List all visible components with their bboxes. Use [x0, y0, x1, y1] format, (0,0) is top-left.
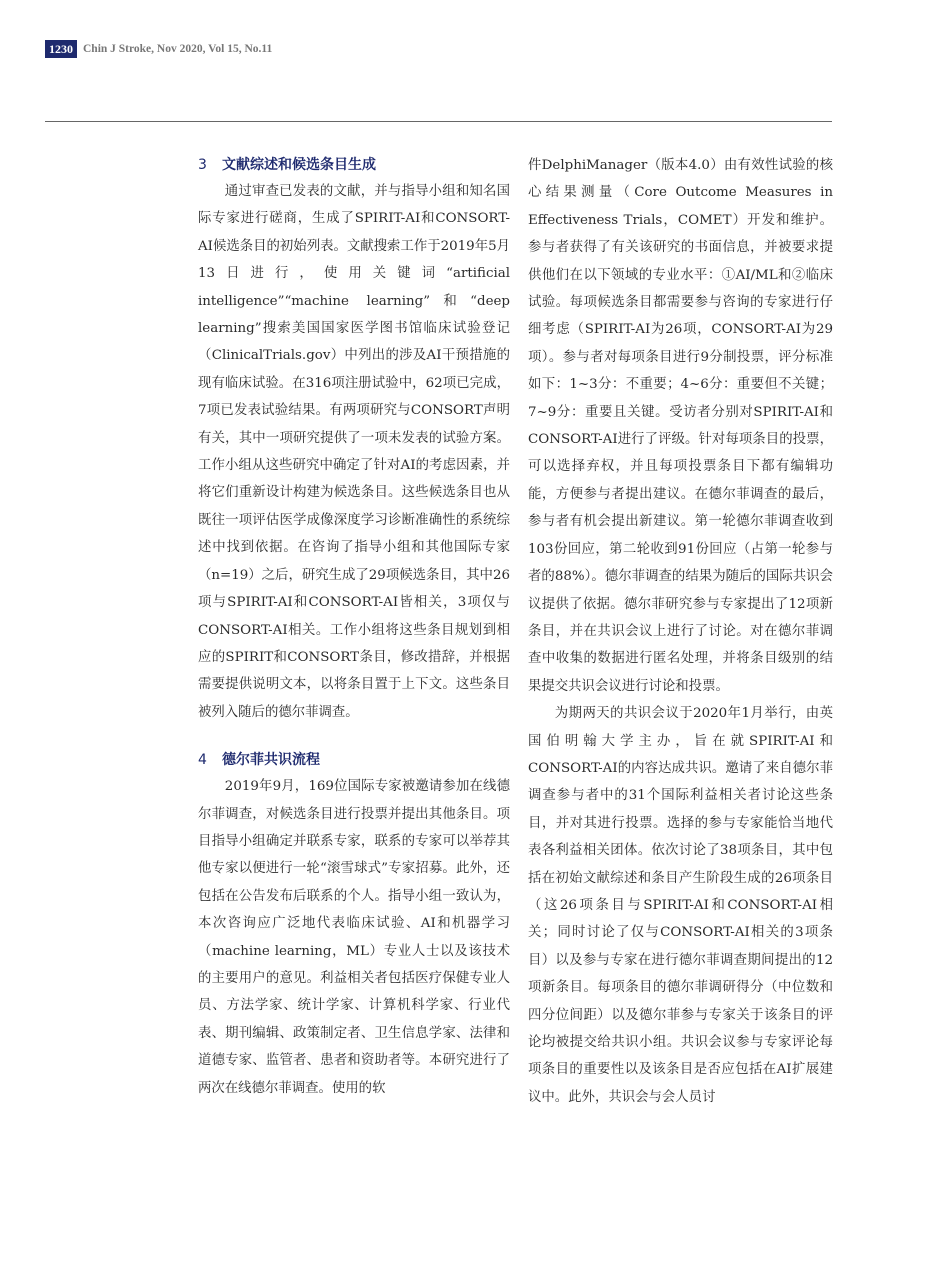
- section-4-heading: [198, 747, 510, 773]
- section-3-paragraph: 通过审查已发表的文献，并与指导小组和知名国际专家进行磋商，生成了SPIRIT-AI和CONSORT-AI候选条目的初始列表。文献搜索工作于2019年5月13日进行，使用关键词“artificial intelligence”“machine learning”和“deep learning”搜索美国国家医学图书馆临床试验登记（ClinicalTrials.gov）中列出的涉及AI干预措施的现有临床试验。在316项注册试验中，62项已完成，7项已发表试验结果。有两项研究与CONSORT声明有关，其中一项研究提供了一项未发表的试验方案。工作小组从这些研究中确定了针对AI的考虑因素，并将它们重新设计构建为候选条目。这些候选条目也从既往一项评估医学成像深度学习诊断准确性的系统综述中找到依据。在咨询了指导小组和其他国际专家（n=19）之后，研究生成了29项候选条目，其中26项与SPIRIT-AI和CONSORT-AI皆相关，3项仅与CONSORT-AI相关。工作小组将这些条目规划到相应的SPIRIT和CONSORT条目，修改措辞，并根据需要提供说明文本，以将条目置于上下文。这些条目被列入随后的德尔菲调查。: [198, 184, 510, 720]
- page-number: 1230: [45, 40, 77, 58]
- running-header: [45, 40, 272, 58]
- section-4-title: 德尔菲共识流程: [222, 752, 320, 769]
- section-4-paragraph: 2019年9月，169位国际专家被邀请参加在线德尔菲调查，对候选条目进行投票并提出其他条目。项目指导小组确定并联系专家，联系的专家可以举荐其他专家以便进行一轮“滚雪球式”专家招募。此外，还包括在公告发布后联系的个人。指导小组一致认为，本次咨询应广泛地代表临床试验、AI和机器学习（machine learning，ML）专业人士以及该技术的主要用户的意见。利益相关者包括医疗保健专业人员、方法学家、统计学家、计算机科学家、行业代表、期刊编辑、政策制定者、卫生信息学家、法律和道德专家、监管者、患者和资助者等。本研究进行了两次在线德尔菲调查。使用的软: [198, 779, 510, 1096]
- consensus-meeting-paragraph: 为期两天的共识会议于2020年1月举行，由英国伯明翰大学主办，旨在就SPIRIT-AI和CONSORT-AI的内容达成共识。邀请了来自德尔菲调查参与者中的31个国际利益相关者讨论这些条目，并对其进行投票。选择的参与专家能恰当地代表各利益相关团体。依次讨论了38项条目，其中包括在初始文献综述和条目产生阶段生成的26项条目（这26项条目与SPIRIT-AI和CONSORT-AI相关；同时讨论了仅与CONSORT-AI相关的3项条目）以及参与专家在进行德尔菲调查期间提出的12项新条目。每项条目的德尔菲调研得分（中位数和四分位间距）以及德尔菲参与专家关于该条目的评论均被提交给共识小组。共识会议参与专家评论每项条目的重要性以及该条目是否应包括在AI扩展建议中。此外，共识会与会人员讨: [528, 706, 833, 1105]
- right-column: [528, 152, 833, 1111]
- section-4-number: 4: [198, 752, 207, 769]
- section-3-title: 文献综述和候选条目生成: [222, 157, 376, 173]
- continued-paragraph: 件DelphiManager（版本4.0）由有效性试验的核心结果测量（Core Outcome Measures in Effectiveness Trials，COMET）开发和维护。参与者获得了有关该研究的书面信息，并被要求提供他们在以下领域的专业水平：①AI/ML和②临床试验。每项候选条目都需要参与咨询的专家进行仔细考虑（SPIRIT-AI为26项，CONSORT-AI为29项）。参与者对每项条目进行9分制投票，评分标准如下：1~3分：不重要；4~6分：重要但不关键；7~9分：重要且关键。受访者分别对SPIRIT-AI和CONSORT-AI进行了评级。针对每项条目的投票，可以选择弃权，并且每项投票条目下都有编辑功能，方便参与者提出建议。在德尔菲调查的最后，参与者有机会提出新建议。第一轮德尔菲调查收到103份回应，第二轮收到91份回应（占第一轮参与者的88%）。德尔菲调查的结果为随后的国际共识会议提供了依据。德尔菲研究参与专家提出了12项新条目，并在共识会议上进行了讨论。对在德尔菲调查中收集的数据进行匿名处理，并将条目级别的结果提交共识会议进行讨论和投票。: [528, 158, 833, 694]
- header-divider: [45, 121, 832, 122]
- section-3-heading: [198, 152, 510, 178]
- left-column: [198, 152, 510, 1102]
- journal-citation: Chin J Stroke, Nov 2020, Vol 15, No.11: [83, 43, 273, 55]
- section-3-number: 3: [198, 157, 207, 173]
